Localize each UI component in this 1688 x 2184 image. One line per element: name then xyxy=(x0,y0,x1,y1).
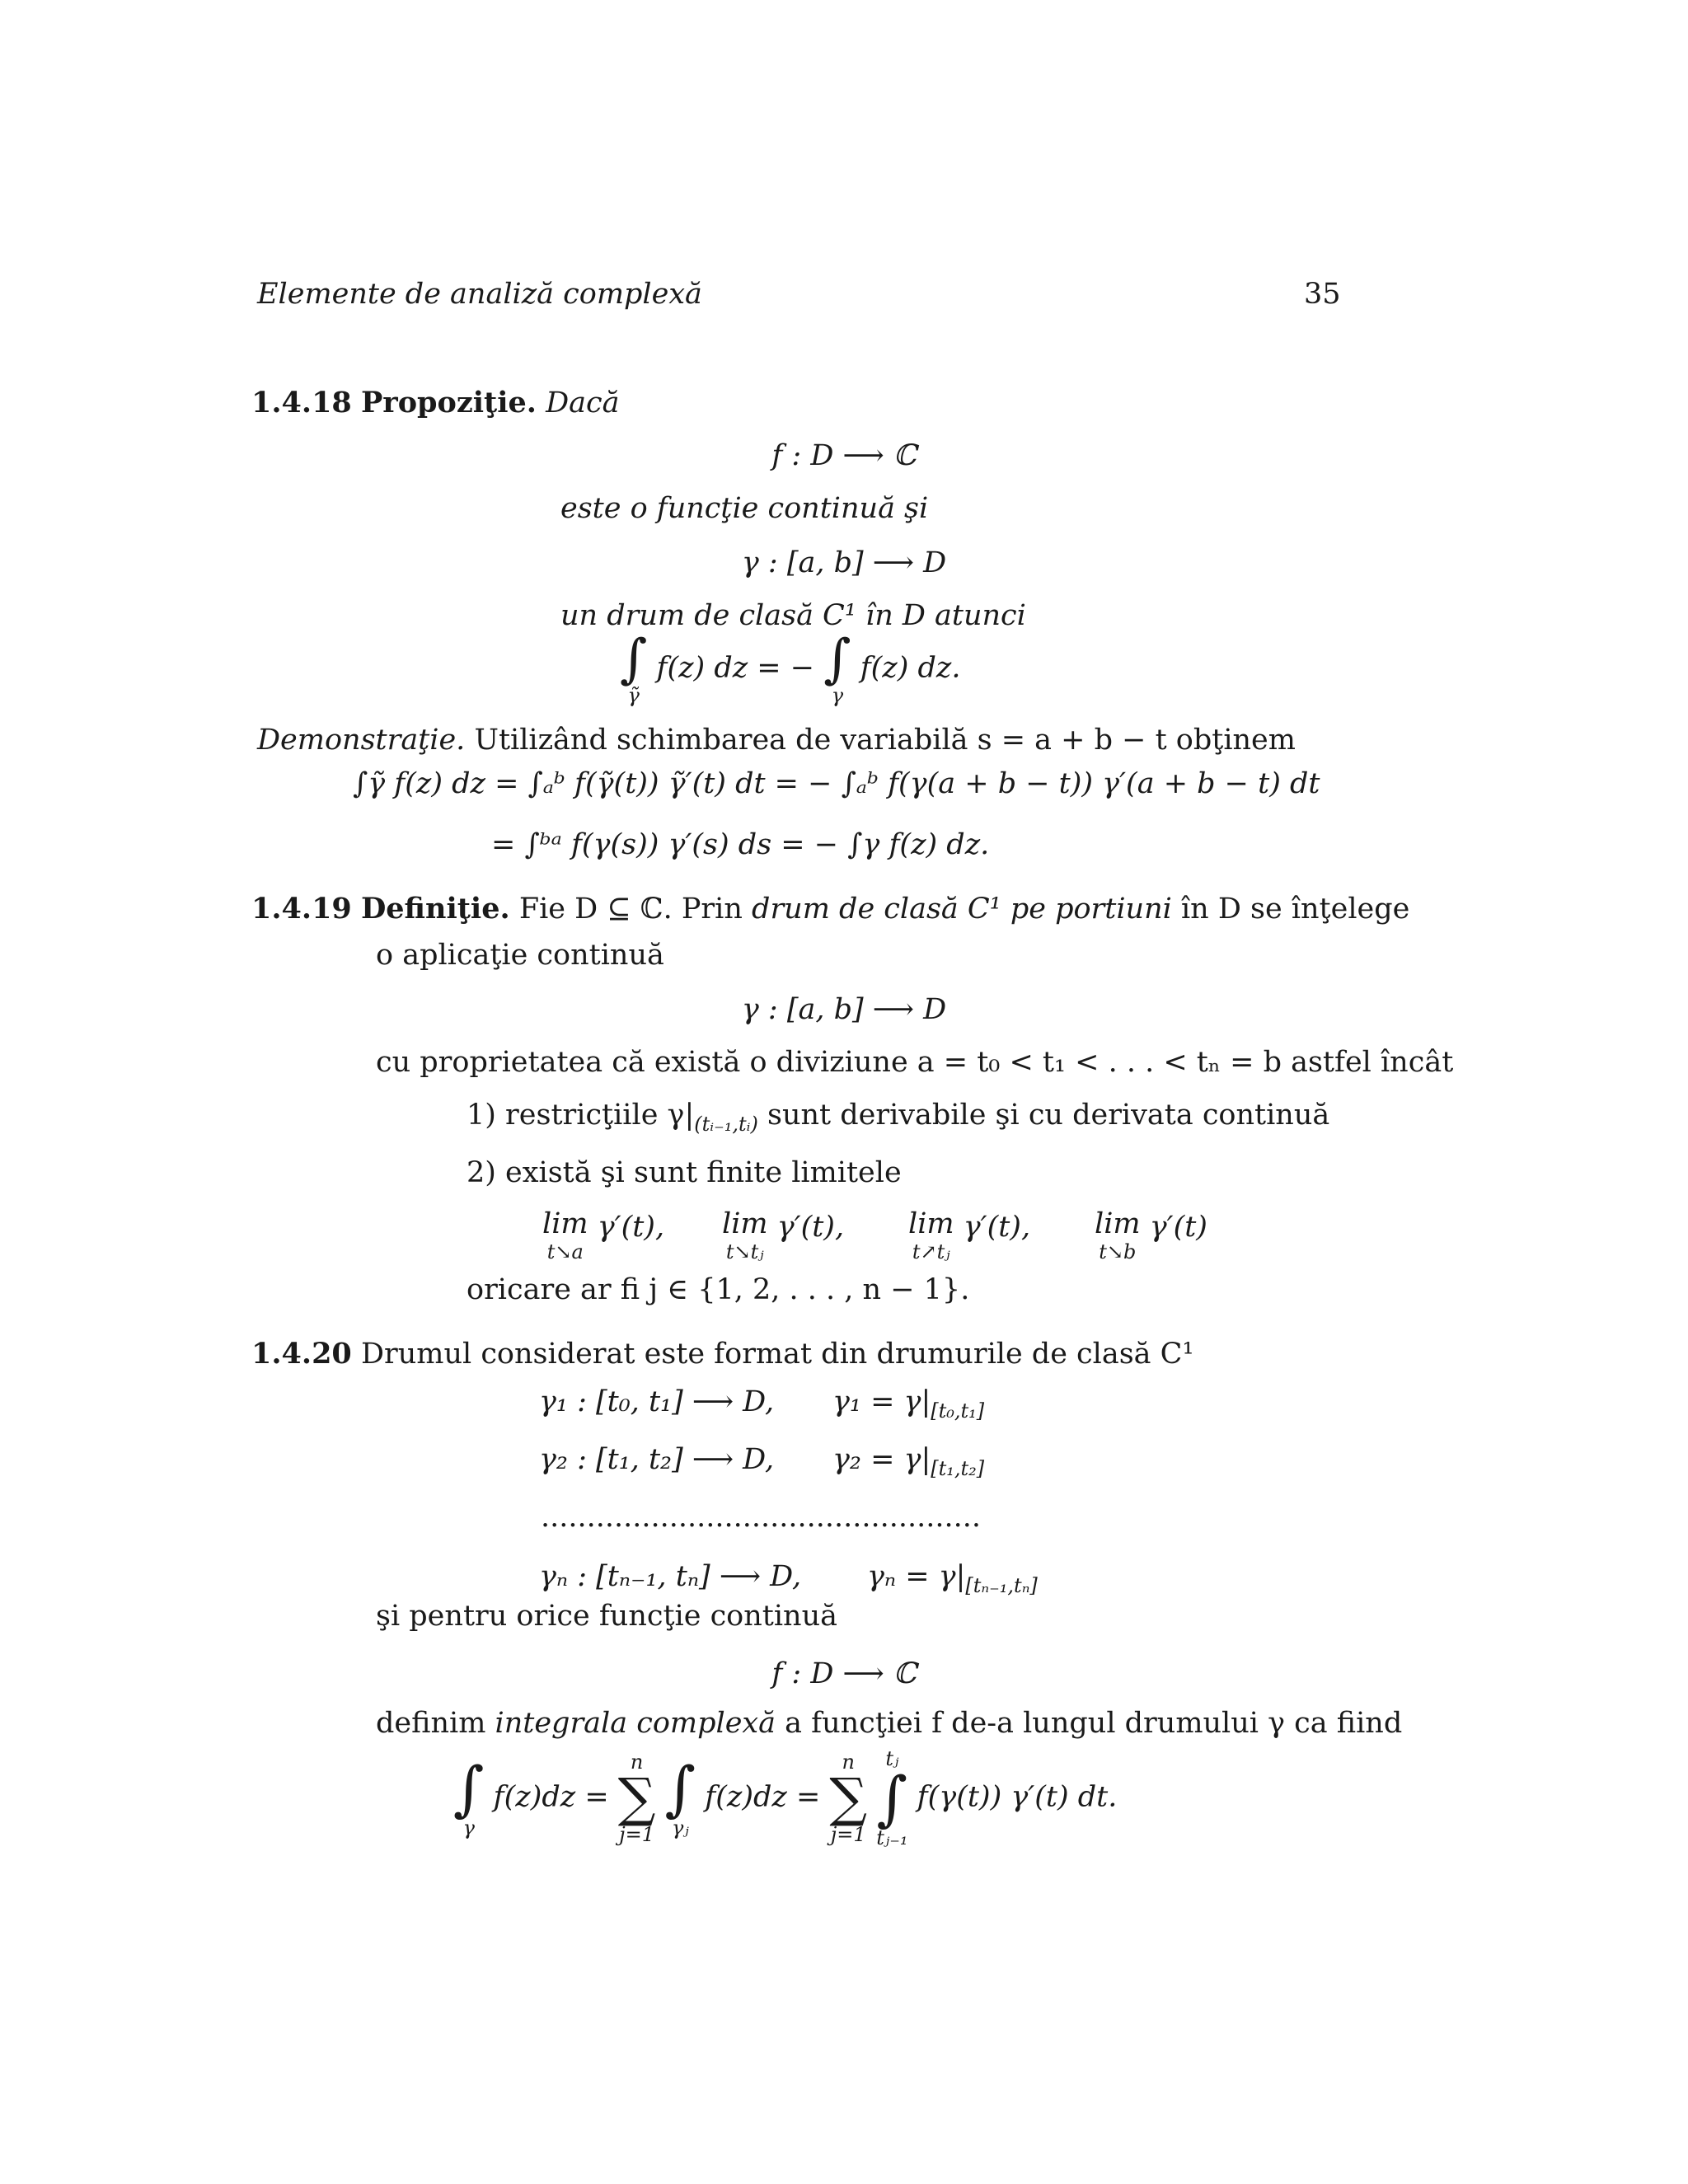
limit-4 xyxy=(1095,1207,1207,1263)
definition-property: cu proprietatea că există o diviziune a = t₀ < t₁ < . . . < tₙ = b astfel încât xyxy=(376,1046,1454,1079)
lim-subscript: t↗tⱼ xyxy=(912,1240,950,1263)
lim-subscript: t↘a xyxy=(546,1240,584,1263)
section-equation-map: f : D ⟶ ℂ xyxy=(771,1657,917,1690)
complex-integral-formula xyxy=(453,1749,1117,1848)
sum-lower-limit: j=1 xyxy=(830,1823,866,1846)
definition-item-1 xyxy=(467,1098,1329,1137)
equation-integral-reversal xyxy=(620,629,961,707)
definition-number: 1.4.19 xyxy=(251,892,352,926)
proof-text: Utilizând schimbarea de variabilă s = a + b − t obţinem xyxy=(474,724,1296,757)
proposition-text-continuous: este o funcţie continuă şi xyxy=(560,492,929,525)
proposition-label: Propoziţie. xyxy=(360,386,537,419)
definition-suffix: a funcţiei f de-a lungul drumului γ ca fiind xyxy=(785,1707,1403,1740)
formula-part-2: f(z)dz = xyxy=(705,1780,821,1814)
proposition-text-path: un drum de clasă C¹ în D atunci xyxy=(560,599,1026,632)
definition-intro-end: în D se înţelege xyxy=(1180,893,1410,926)
definition-label: Definiţie. xyxy=(360,892,510,926)
proof-label: Demonstraţie. xyxy=(257,724,466,757)
section-intro: Drumul considerat este format din drumurile de clasă C¹ xyxy=(360,1338,1194,1371)
equation-map: f : D ⟶ ℂ xyxy=(771,439,917,472)
integral-subscript: γⱼ xyxy=(672,1816,689,1840)
proof-intro xyxy=(257,723,1296,757)
lim-expression: γ′(t), xyxy=(963,1211,1031,1244)
integral-subscript: γ̃ xyxy=(627,684,640,707)
definition-item-2: 2) există şi sunt finite limitele xyxy=(467,1156,902,1189)
equation-left: f(z) dz = − xyxy=(656,651,815,685)
running-header-title: Elemente de analiză complexă xyxy=(257,278,702,311)
integral-sign: ∫ xyxy=(823,629,851,690)
definition-prefix: definim xyxy=(376,1707,486,1740)
section-number: 1.4.20 xyxy=(251,1337,352,1371)
definition-term: drum de clasă C¹ pe portiuni xyxy=(752,893,1172,926)
lim-expression: γ′(t) xyxy=(1149,1211,1207,1244)
section-1420-heading xyxy=(251,1337,1193,1371)
integral-subscript: γ xyxy=(831,684,844,707)
section-definition-line xyxy=(376,1706,1402,1741)
restriction: γ₂ = γ| xyxy=(832,1443,931,1476)
path-row-2-lhs: γ₂ : [t₁, t₂] ⟶ D, xyxy=(539,1443,775,1476)
lim-operator: lim xyxy=(908,1207,954,1240)
sum-sign: ∑ xyxy=(829,1768,868,1829)
restriction: γₙ = γ| xyxy=(867,1560,966,1593)
path-row-n-lhs: γₙ : [tₙ₋₁, tₙ] ⟶ D, xyxy=(539,1560,802,1593)
path-row-1-rhs xyxy=(832,1385,984,1423)
restriction: γ₁ = γ| xyxy=(832,1385,931,1418)
lim-operator: lim xyxy=(542,1207,588,1240)
integral-lower-limit: tⱼ₋₁ xyxy=(876,1826,908,1849)
integral-sign: ∫ xyxy=(620,629,648,690)
sum-upper-limit: n xyxy=(842,1750,855,1774)
page-number: 35 xyxy=(1304,278,1341,311)
equation-path: γ : [a, b] ⟶ D xyxy=(741,546,947,579)
section-text-continuous: şi pentru orice funcţie continuă xyxy=(376,1600,837,1633)
item-1-subscript: (tᵢ₋₁,tᵢ) xyxy=(694,1113,758,1136)
limit-2 xyxy=(722,1207,845,1263)
integral-upper-limit: tⱼ xyxy=(885,1747,899,1770)
lim-expression: γ′(t), xyxy=(776,1211,845,1244)
definition-line-2: o aplicaţie continuă xyxy=(376,939,664,972)
definition-term: integrala complexă xyxy=(495,1707,776,1740)
lim-operator: lim xyxy=(1095,1207,1141,1240)
proof-equation-line-1: ∫γ̃ f(z) dz = ∫ₐᵇ f(γ̃(t)) γ̃′(t) dt = − ∫ₐᵇ f(γ(a + b − t)) γ′(a + b − t) dt xyxy=(353,767,1320,800)
sum-upper-limit: n xyxy=(630,1750,644,1774)
lim-expression: γ′(t), xyxy=(597,1211,665,1244)
definition-closing: oricare ar fi j ∈ {1, 2, . . . , n − 1}. xyxy=(467,1273,970,1306)
definition-intro: Fie D ⊆ ℂ. Prin xyxy=(518,893,743,926)
item-1-prefix: 1) restricţiile γ| xyxy=(467,1099,695,1132)
definition-heading xyxy=(251,892,1409,926)
formula-part-3: f(γ(t)) γ′(t) dt. xyxy=(917,1780,1118,1814)
proposition-lead: Dacă xyxy=(546,387,620,419)
sum-lower-limit: j=1 xyxy=(619,1823,655,1846)
restriction-subscript: [tₙ₋₁,tₙ] xyxy=(965,1574,1038,1597)
item-1-suffix: sunt derivabile şi cu derivata continuă xyxy=(767,1099,1330,1132)
integral-sign: ∫ xyxy=(664,1754,696,1823)
formula-part-1: f(z)dz = xyxy=(493,1780,609,1814)
path-row-1-lhs: γ₁ : [t₀, t₁] ⟶ D, xyxy=(539,1385,775,1418)
limit-1 xyxy=(542,1207,665,1263)
path-row-n-rhs xyxy=(867,1559,1038,1598)
integral-subscript: γ xyxy=(462,1816,475,1840)
proposition-number: 1.4.18 xyxy=(251,386,352,419)
limit-3 xyxy=(908,1207,1031,1263)
lim-operator: lim xyxy=(722,1207,768,1240)
definition-equation-path: γ : [a, b] ⟶ D xyxy=(741,993,947,1026)
lim-subscript: t↘b xyxy=(1099,1240,1137,1263)
integral-sign: ∫ xyxy=(876,1764,908,1833)
path-row-2-rhs xyxy=(832,1442,984,1481)
proposition-heading xyxy=(251,386,620,420)
integral-sign: ∫ xyxy=(453,1754,485,1823)
lim-subscript: t↘tⱼ xyxy=(725,1240,764,1263)
equation-right: f(z) dz. xyxy=(860,651,961,685)
restriction-subscript: [t₀,t₁] xyxy=(931,1399,985,1422)
proof-equation-line-2: = ∫ᵇᵃ f(γ(s)) γ′(s) ds = − ∫γ f(z) dz. xyxy=(491,828,990,861)
sum-sign: ∑ xyxy=(617,1768,656,1829)
path-rows-ellipsis: ................................................ xyxy=(541,1501,982,1534)
restriction-subscript: [t₁,t₂] xyxy=(931,1457,985,1480)
